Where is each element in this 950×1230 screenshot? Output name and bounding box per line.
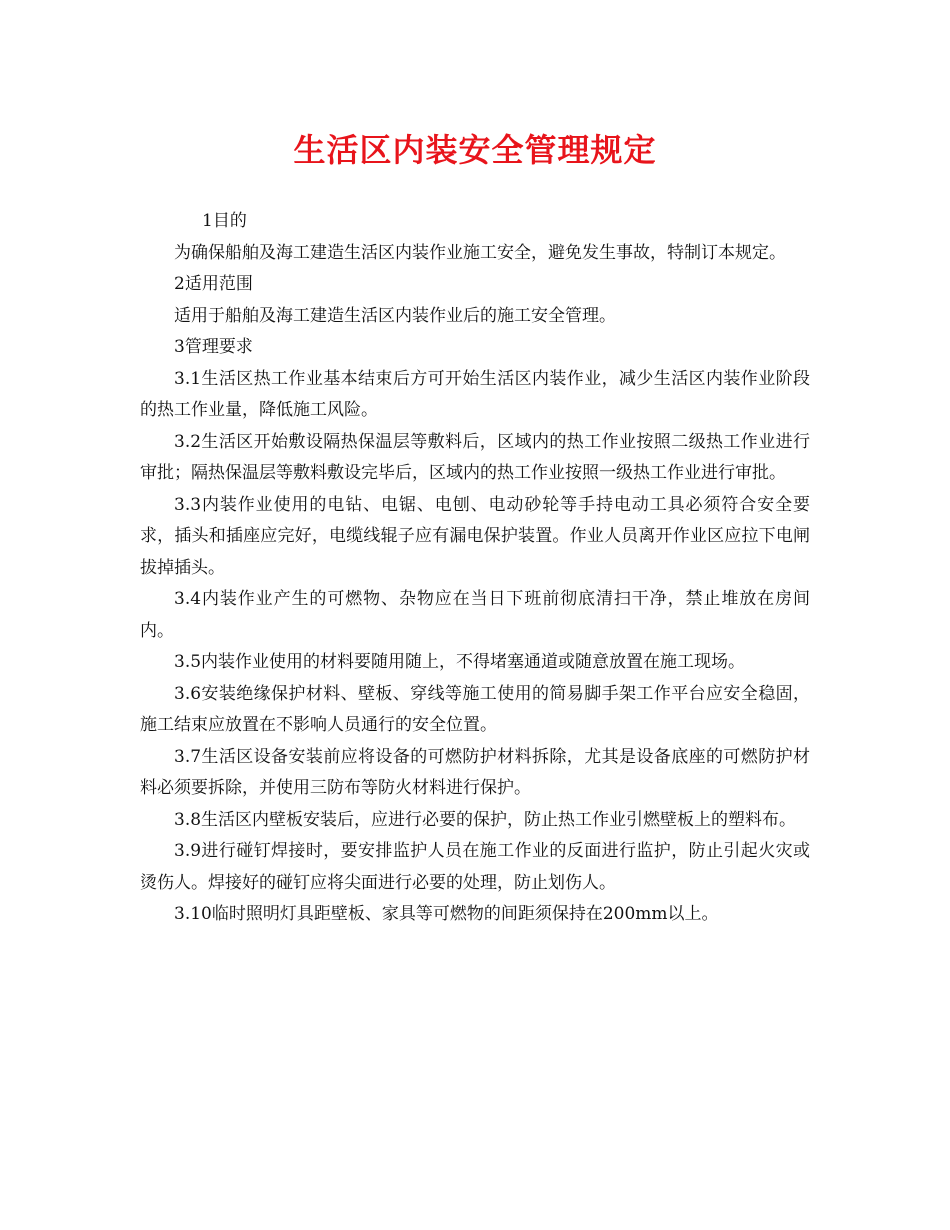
section-heading-requirements: 3管理要求 xyxy=(174,337,253,357)
paragraph-scope: 适用于船舶及海工建造生活区内装作业后的施工安全管理。 xyxy=(174,305,616,326)
clause-3-4: 3.4内装作业产生的可燃物、杂物应在当日下班前彻底清扫干净，禁止堆放在房间内。 xyxy=(140,589,810,641)
clause-3-2: 3.2生活区开始敷设隔热保温层等敷料后，区域内的热工作业按照二级热工作业进行审批；隔热保温层等敷料敷设完毕后，区域内的热工作业按照一级热工作业进行审批。 xyxy=(140,431,810,483)
clause-3-7: 3.7生活区设备安装前应将设备的可燃防护材料拆除，尤其是设备底座的可燃防护材料必须要拆除，并使用三防布等防火材料进行保护。 xyxy=(140,746,810,798)
paragraph-purpose: 为确保船舶及海工建造生活区内装作业施工安全，避免发生事故，特制订本规定。 xyxy=(174,242,786,263)
clause-3-3: 3.3内装作业使用的电钻、电锯、电刨、电动砂轮等手持电动工具必须符合安全要求，插头和插座应完好，电缆线辊子应有漏电保护装置。作业人员离开作业区应拉下电闸拔掉插头。 xyxy=(140,494,810,578)
section-heading-purpose: 1目的 xyxy=(202,211,247,231)
section-heading-scope: 2适用范围 xyxy=(174,274,253,294)
clause-3-8: 3.8生活区内壁板安装后，应进行必要的保护，防止热工作业引燃壁板上的塑料布。 xyxy=(174,809,797,830)
document-title: 生活区内装安全管理规定 xyxy=(293,131,657,169)
clause-3-6: 3.6安装绝缘保护材料、壁板、穿线等施工使用的简易脚手架工作平台应安全稳固，施工结束应放置在不影响人员通行的安全位置。 xyxy=(140,683,810,735)
clause-3-1: 3.1生活区热工作业基本结束后方可开始生活区内装作业，减少生活区内装作业阶段的热工作业量，降低施工风险。 xyxy=(140,368,810,420)
clause-3-9: 3.9进行碰钉焊接时，要安排监护人员在施工作业的反面进行监护，防止引起火灾或烫伤人。焊接好的碰钉应将尖面进行必要的处理，防止划伤人。 xyxy=(140,841,810,893)
clause-3-10: 3.10临时照明灯具距壁板、家具等可燃物的间距须保持在200mm以上。 xyxy=(174,904,719,924)
clause-3-5: 3.5内装作业使用的材料要随用随上，不得堵塞通道或随意放置在施工现场。 xyxy=(174,652,746,672)
document-body xyxy=(140,206,810,931)
